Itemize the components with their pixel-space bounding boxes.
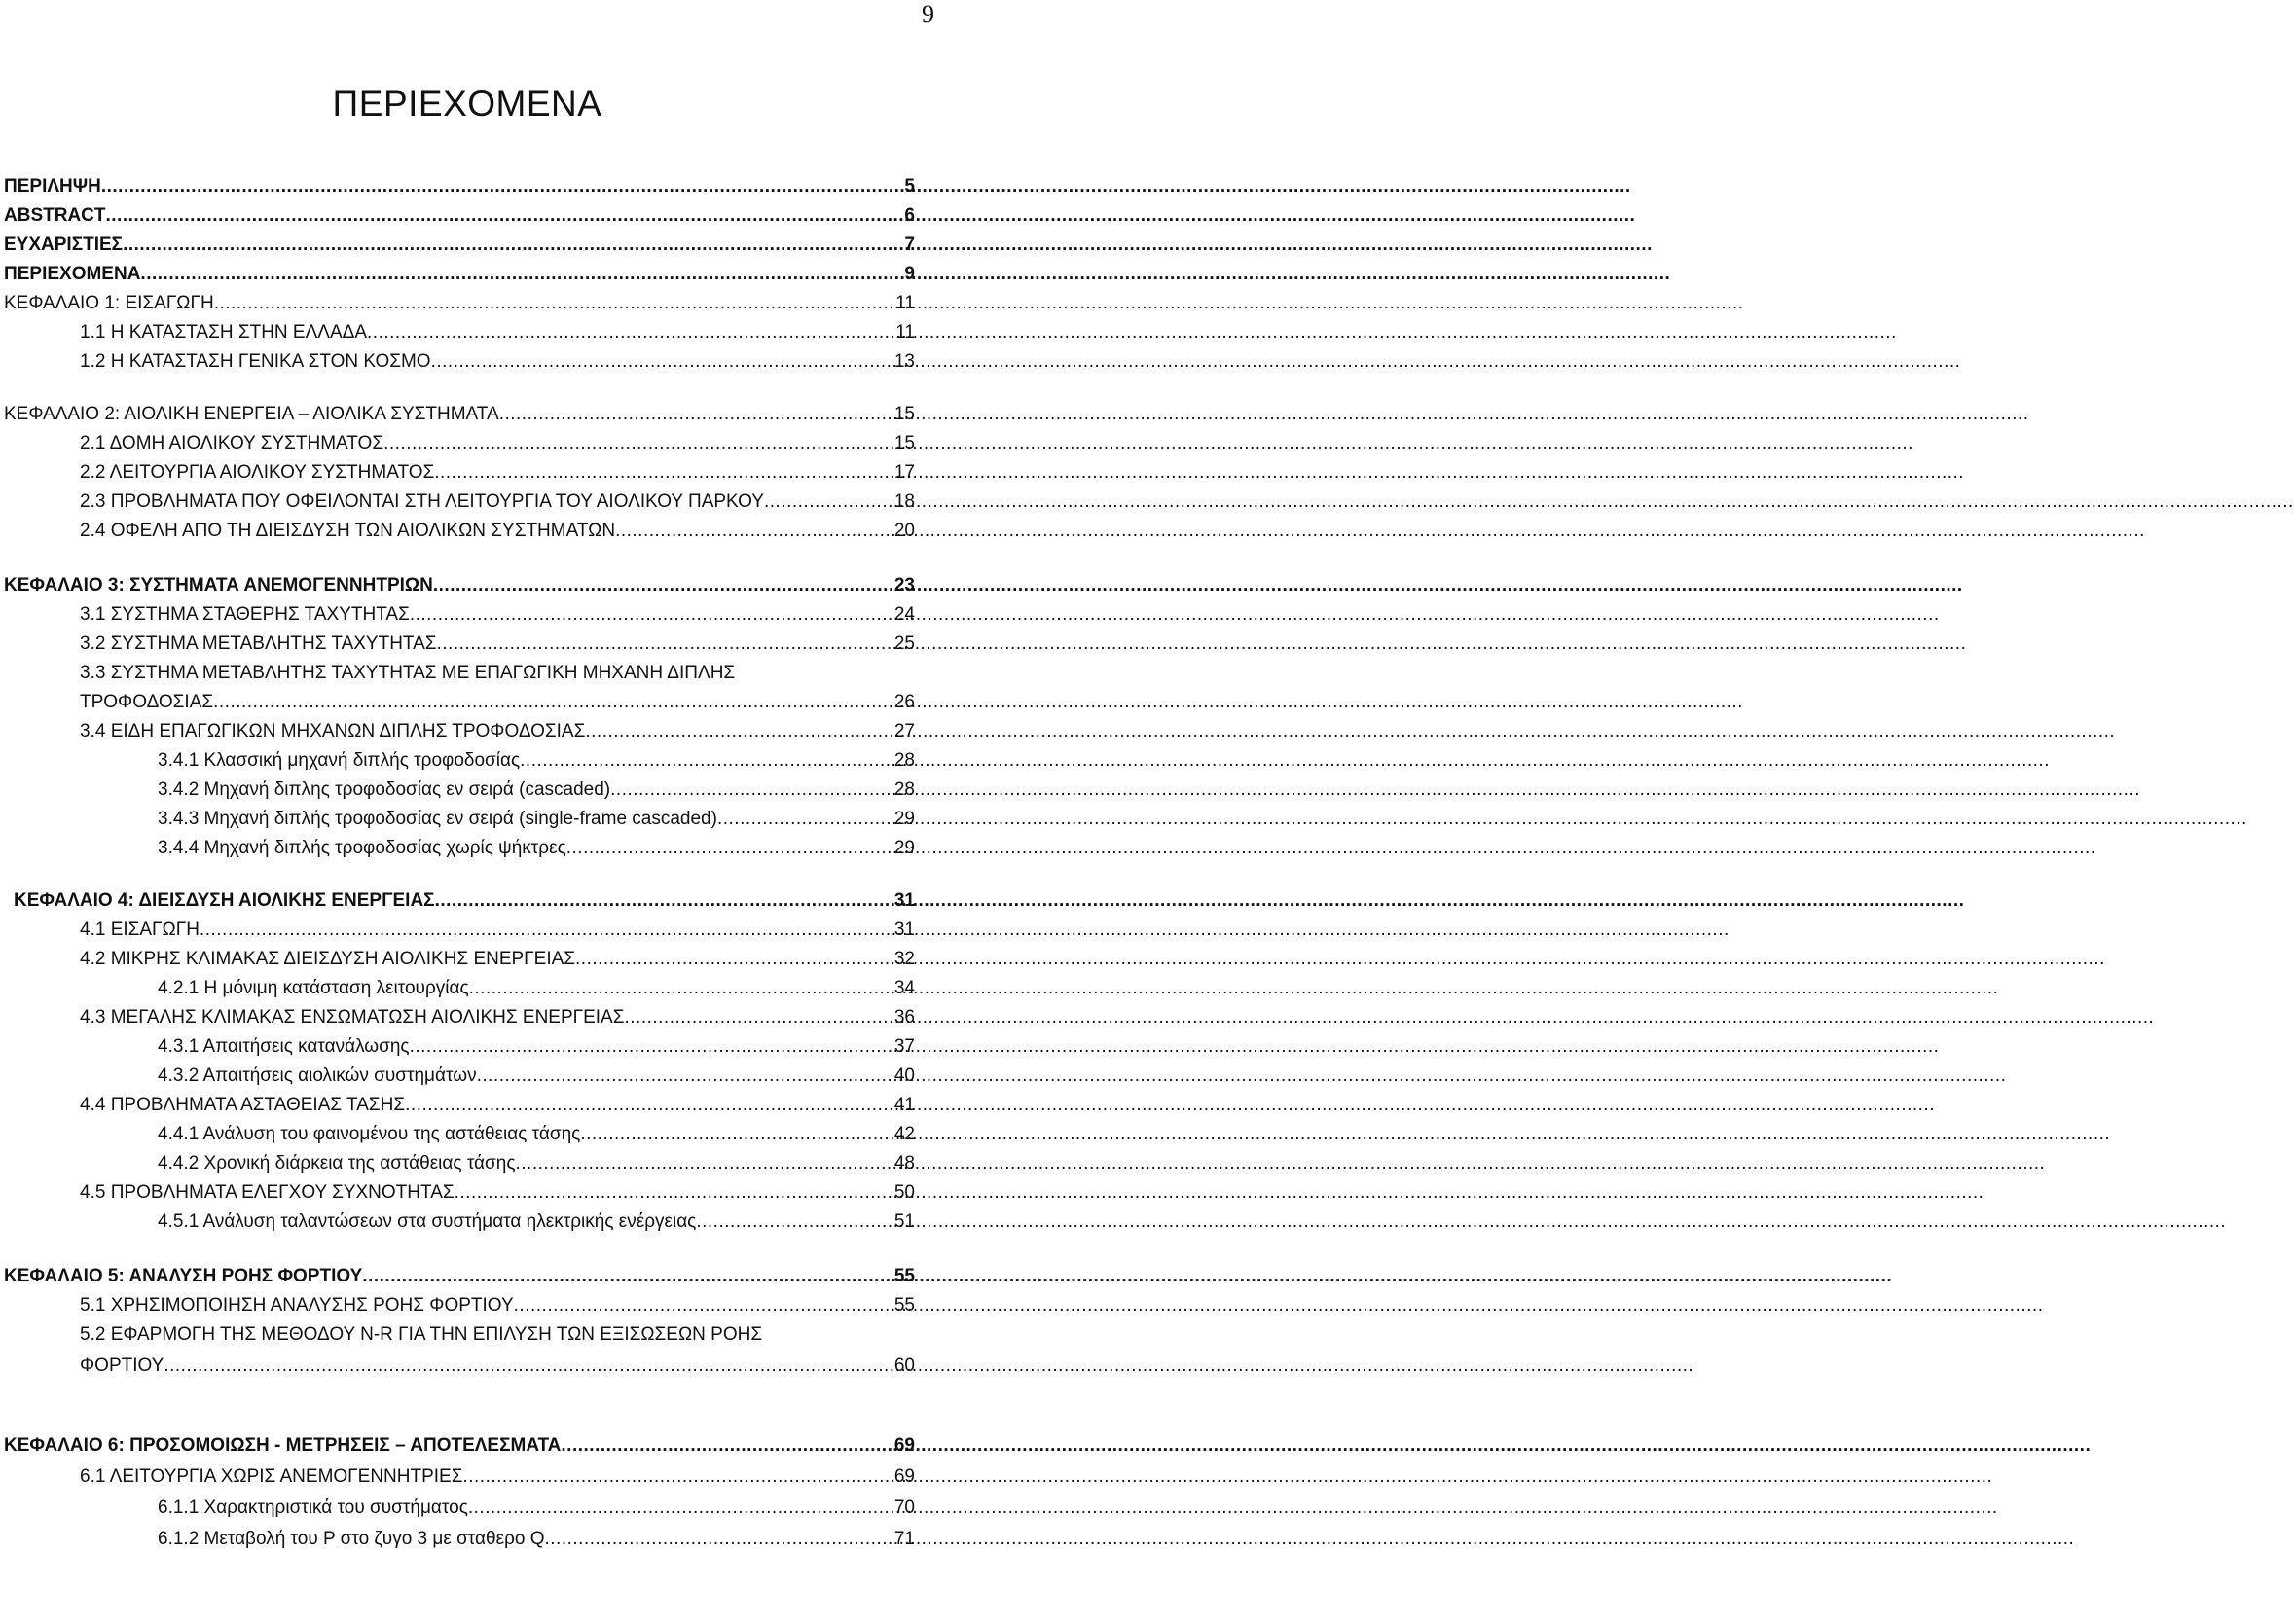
- dot-leader: [580, 1123, 889, 1146]
- toc-entry-page: 7: [904, 235, 915, 255]
- toc-entry-page: 41: [893, 1095, 915, 1115]
- toc-entry-text-continued: ΤΡΟΦΟΔΟΣΙΑΣ: [80, 692, 214, 712]
- toc-entry-6-1[interactable]: [80, 1465, 915, 1489]
- dot-leader: [367, 321, 890, 344]
- toc-entry-3-1[interactable]: [80, 603, 915, 627]
- table-of-contents: [0, 0, 934, 1624]
- toc-entry-contents[interactable]: [4, 263, 915, 286]
- dot-leader: [140, 263, 898, 286]
- toc-entry-text: 3.4.3 Μηχανή διπλής τροφοδοσίας εν σειρά (single-frame cascaded): [158, 809, 717, 829]
- dot-leader: [468, 1497, 889, 1520]
- dot-leader: [431, 350, 889, 374]
- toc-entry-2-3[interactable]: [80, 490, 915, 514]
- dot-leader: [164, 1354, 889, 1378]
- toc-entry-text: 6.1 ΛΕΙΤΟΥΡΓΙΑ ΧΩΡΙΣ ΑΝΕΜΟΓΕΝΝΗΤΡΙΕΣ: [80, 1466, 463, 1487]
- page-title: ΠΕΡΙΕΧΟΜΕΝΑ: [332, 84, 602, 124]
- toc-entry-4-3[interactable]: [80, 1006, 915, 1029]
- dot-leader: [106, 204, 899, 228]
- toc-entry-4-4[interactable]: [80, 1094, 915, 1117]
- toc-entry-text: 6.1.2 Μεταβολή του P στο ζυγο 3 με σταθερο Q: [158, 1529, 545, 1549]
- toc-entry-page: 50: [893, 1182, 915, 1203]
- toc-entry-chapter-2[interactable]: [4, 403, 915, 426]
- toc-entry-text: ΚΕΦΑΛΑΙΟ 4: ΔΙΕΙΣΔΥΣΗ ΑΙΟΛΙΚΗΣ ΕΝΕΡΓΕΙΑΣ: [14, 890, 435, 911]
- toc-entry-page: 36: [893, 1007, 915, 1028]
- toc-entry-text: 2.1 ΔΟΜΗ ΑΙΟΛΙΚΟΥ ΣΥΣΤΗΜΑΤΟΣ: [80, 433, 384, 453]
- toc-entry-page: 31: [893, 890, 915, 911]
- toc-entry-page: 17: [893, 462, 915, 483]
- toc-entry-4-2[interactable]: [80, 948, 915, 971]
- toc-entry-text: 4.5 ΠΡΟΒΛΗΜΑΤΑ ΕΛΕΓΧΟΥ ΣΥΧΝΟΤΗΤΑΣ: [80, 1182, 455, 1203]
- dot-leader: [516, 1152, 889, 1175]
- toc-entry-page: 28: [893, 779, 915, 800]
- toc-entry-4-3-1[interactable]: [158, 1035, 915, 1059]
- toc-entry-text: 3.4.1 Κλασσική μηχανή διπλής τροφοδοσίας: [158, 750, 521, 771]
- toc-entry-page: 27: [893, 721, 915, 741]
- toc-entry-acknowledgements[interactable]: [4, 234, 915, 257]
- toc-entry-page: 23: [893, 575, 915, 595]
- dot-leader: [455, 1181, 889, 1205]
- dot-leader: [477, 1065, 889, 1088]
- toc-entry-4-2-1[interactable]: [158, 977, 915, 1000]
- toc-entry-text: ΚΕΦΑΛΑΙΟ 2: ΑΙΟΛΙΚΗ ΕΝΕΡΓΕΙΑ – ΑΙΟΛΙΚΑ ΣΥΣΤΗΜΑΤΑ: [4, 404, 499, 424]
- dot-leader: [123, 234, 898, 257]
- toc-entry-text: ABSTRACT: [4, 205, 106, 226]
- toc-entry-6-1-2[interactable]: [158, 1528, 915, 1551]
- toc-entry-4-5-1[interactable]: [158, 1210, 915, 1234]
- toc-entry-text: 4.5.1 Ανάλυση ταλαντώσεων στα συστήματα ηλεκτρικής ενέργειας: [158, 1211, 697, 1232]
- toc-entry-3-2[interactable]: [80, 632, 915, 656]
- toc-entry-2-2[interactable]: [80, 461, 915, 485]
- toc-entry-page: 31: [893, 920, 915, 940]
- toc-entry-text: 5.1 ΧΡΗΣΙΜΟΠΟΙΗΣΗ ΑΝΑΛΥΣΗΣ ΡΟΗΣ ΦΟΡΤΙΟΥ: [80, 1295, 514, 1316]
- toc-entry-3-4-4[interactable]: [158, 837, 915, 860]
- toc-entry-page: 70: [893, 1498, 915, 1518]
- toc-entry-text: 4.3 ΜΕΓΑΛΗΣ ΚΛΙΜΑΚΑΣ ΕΝΣΩΜΑΤΩΣΗ ΑΙΟΛΙΚΗΣ ΕΝΕΡΓΕΙΑΣ: [80, 1007, 625, 1028]
- toc-entry-page: 37: [893, 1036, 915, 1057]
- toc-entry-page: 5: [904, 176, 915, 197]
- dot-leader: [101, 175, 899, 198]
- toc-entry-abstract-gr[interactable]: [4, 175, 915, 198]
- toc-entry-text-continued: ΦΟΡΤΙΟΥ: [80, 1355, 164, 1376]
- toc-entry-page: 28: [893, 750, 915, 771]
- toc-entry-page: 55: [893, 1295, 915, 1316]
- toc-entry-text: ΚΕΦΑΛΑΙΟ 1: ΕΙΣΑΓΩΓΗ: [4, 293, 214, 313]
- toc-entry-page: 25: [893, 633, 915, 654]
- dot-leader: [213, 691, 889, 714]
- toc-entry-chapter-5[interactable]: [4, 1265, 915, 1288]
- toc-entry-chapter-4[interactable]: [14, 889, 915, 913]
- toc-entry-text: 3.4 ΕΙΔΗ ΕΠΑΓΩΓΙΚΩΝ ΜΗΧΑΝΩΝ ΔΙΠΛΗΣ ΤΡΟΦΟΔΟΣΙΑΣ: [80, 721, 586, 741]
- toc-entry-chapter-3[interactable]: [4, 574, 915, 597]
- toc-entry-page: 6: [904, 205, 915, 226]
- toc-entry-3-4[interactable]: [80, 720, 915, 743]
- toc-entry-text: 4.2.1 Η μόνιμη κατάσταση λειτουργίας: [158, 978, 469, 998]
- toc-entry-page: 29: [893, 809, 915, 829]
- toc-entry-page: 24: [893, 604, 915, 625]
- toc-entry-5-1[interactable]: [80, 1294, 915, 1317]
- toc-entry-page: 48: [893, 1153, 915, 1173]
- toc-entry-6-1-1[interactable]: [158, 1497, 915, 1520]
- toc-entry-text: 3.1 ΣΥΣΤΗΜΑ ΣΤΑΘΕΡΗΣ ΤΑΧΥΤΗΤΑΣ: [80, 604, 410, 625]
- toc-entry-text: 4.4.2 Χρονική διάρκεια της αστάθειας τάσης: [158, 1153, 516, 1173]
- toc-entry-4-3-2[interactable]: [158, 1065, 915, 1088]
- toc-entry-page: 60: [893, 1355, 915, 1376]
- toc-entry-text: 4.3.1 Απαιτήσεις κατανάλωσης: [158, 1036, 410, 1057]
- dot-leader: [383, 432, 889, 455]
- toc-entry-text: 3.3 ΣΥΣΤΗΜΑ ΜΕΤΑΒΛΗΤΗΣ ΤΑΧΥΤΗΤΑΣ ΜΕ ΕΠΑΓΩΓΙΚΗ ΜΗΧΑΝΗ ΔΙΠΛΗΣ: [80, 663, 736, 683]
- toc-entry-chapter-1[interactable]: [4, 292, 915, 315]
- dot-leader: [462, 1465, 888, 1489]
- toc-entry-text: 1.2 Η ΚΑΤΑΣΤΑΣΗ ΓΕΝΙΚΑ ΣΤΟΝ ΚΟΣΜΟ: [80, 351, 431, 372]
- toc-entry-5-2[interactable]: [80, 1323, 915, 1378]
- toc-entry-page: 51: [893, 1211, 915, 1232]
- dot-leader: [575, 948, 889, 971]
- toc-entry-1-1[interactable]: [80, 321, 915, 344]
- dot-leader: [410, 1035, 889, 1059]
- toc-entry-text: 3.2 ΣΥΣΤΗΜΑ ΜΕΤΑΒΛΗΤΗΣ ΤΑΧΥΤΗΤΑΣ: [80, 633, 437, 654]
- toc-entry-page: 20: [893, 521, 915, 541]
- page-number: 9: [922, 0, 934, 28]
- toc-entry-page: 13: [893, 351, 915, 372]
- dot-leader: [545, 1528, 889, 1551]
- toc-entry-4-4-1[interactable]: [158, 1123, 915, 1146]
- toc-entry-page: 26: [893, 692, 915, 712]
- dot-leader: [615, 520, 889, 543]
- dot-leader: [566, 837, 889, 860]
- toc-entry-text: 4.4.1 Ανάλυση του φαινομένου της αστάθειας τάσης: [158, 1124, 581, 1144]
- toc-entry-page: 15: [893, 433, 915, 453]
- dot-leader: [717, 808, 889, 831]
- toc-entry-2-1[interactable]: [80, 432, 915, 455]
- dot-leader: [624, 1006, 888, 1029]
- toc-entry-page: 69: [893, 1435, 915, 1456]
- dot-leader: [514, 1294, 889, 1317]
- toc-entry-page: 29: [893, 838, 915, 858]
- toc-entry-4-5[interactable]: [80, 1181, 915, 1205]
- dot-leader: [764, 490, 889, 514]
- toc-entry-text: ΚΕΦΑΛΑΙΟ 6: ΠΡΟΣΟΜΟΙΩΣΗ - ΜΕΤΡΗΣΕΙΣ – ΑΠΟΤΕΛΕΣΜΑΤΑ: [4, 1435, 562, 1456]
- toc-entry-text: 3.4.4 Μηχανή διπλής τροφοδοσίας χωρίς ψήκτρες: [158, 838, 566, 858]
- toc-entry-page: 69: [893, 1466, 915, 1487]
- toc-entry-text: 2.3 ΠΡΟΒΛΗΜΑΤΑ ΠΟΥ ΟΦΕΙΛΟΝΤΑΙ ΣΤΗ ΛΕΙΤΟΥΡΓΙΑ ΤΟΥ ΑΙΟΛΙΚΟΥ ΠΑΡΚΟΥ: [80, 491, 764, 512]
- toc-entry-2-4[interactable]: [80, 520, 915, 543]
- toc-entry-text: ΕΥΧΑΡΙΣΤΙΕΣ: [4, 235, 124, 255]
- dot-leader: [520, 749, 889, 773]
- toc-entry-3-4-3[interactable]: [158, 808, 915, 831]
- toc-entry-page: 11: [895, 322, 915, 343]
- dot-leader: [214, 292, 891, 315]
- toc-entry-page: 40: [893, 1065, 915, 1086]
- dot-leader: [696, 1210, 889, 1234]
- toc-entry-text: 3.4.2 Μηχανή διπλης τροφοδοσίας εν σειρά (cascaded): [158, 779, 611, 800]
- toc-entry-1-2[interactable]: [80, 350, 915, 374]
- toc-entry-text: ΠΕΡΙΛΗΨΗ: [4, 176, 101, 197]
- toc-entry-text: ΚΕΦΑΛΑΙΟ 5: ΑΝΑΛΥΣΗ ΡΟΗΣ ΦΟΡΤΙΟΥ: [4, 1266, 363, 1286]
- toc-entry-chapter-6[interactable]: [4, 1434, 915, 1458]
- toc-entry-4-4-2[interactable]: [158, 1152, 915, 1175]
- toc-entry-text: 1.1 Η ΚΑΤΑΣΤΑΣΗ ΣΤΗΝ ΕΛΛΑΔΑ: [80, 322, 368, 343]
- toc-entry-page: 34: [893, 978, 915, 998]
- toc-entry-page: 18: [893, 491, 915, 512]
- toc-entry-page: 15: [893, 404, 915, 424]
- toc-entry-text: ΠΕΡΙΕΧΟΜΕΝΑ: [4, 264, 141, 284]
- dot-leader: [433, 574, 889, 597]
- toc-entry-3-3[interactable]: [80, 662, 915, 714]
- dot-leader: [405, 1094, 889, 1117]
- dot-leader: [437, 632, 889, 656]
- toc-entry-text: 2.4 ΟΦΕΛΗ ΑΠΟ ΤΗ ΔΙΕΙΣΔΥΣΗ ΤΩΝ ΑΙΟΛΙΚΩΝ ΣΥΣΤΗΜΑΤΩΝ: [80, 521, 616, 541]
- toc-entry-text: 2.2 ΛΕΙΤΟΥΡΓΙΑ ΑΙΟΛΙΚΟΥ ΣΥΣΤΗΜΑΤΟΣ: [80, 462, 435, 483]
- toc-entry-text: 5.2 ΕΦΑΡΜΟΓΗ ΤΗΣ ΜΕΘΟΔΟΥ N-R ΓΙΑ ΤΗΝ ΕΠΙΛΥΣΗ ΤΩΝ ΕΞΙΣΩΣΕΩΝ ΡΟΗΣ: [80, 1324, 763, 1345]
- dot-leader: [469, 977, 889, 1000]
- toc-entry-page: 42: [893, 1124, 915, 1144]
- dot-leader: [610, 778, 889, 802]
- toc-entry-text: 4.4 ΠΡΟΒΛΗΜΑΤΑ ΑΣΤΑΘΕΙΑΣ ΤΑΣΗΣ: [80, 1095, 406, 1115]
- dot-leader: [435, 889, 889, 913]
- toc-entry-4-1[interactable]: [80, 919, 915, 942]
- dot-leader: [585, 720, 889, 743]
- dot-leader: [200, 919, 889, 942]
- dot-leader: [362, 1265, 889, 1288]
- toc-entry-page: 71: [893, 1529, 915, 1549]
- toc-entry-abstract[interactable]: [4, 204, 915, 228]
- toc-entry-text: 4.3.2 Απαιτήσεις αιολικών συστημάτων: [158, 1065, 477, 1086]
- toc-entry-text: 4.2 ΜΙΚΡΗΣ ΚΛΙΜΑΚΑΣ ΔΙΕΙΣΔΥΣΗ ΑΙΟΛΙΚΗΣ ΕΝΕΡΓΕΙΑΣ: [80, 949, 576, 969]
- toc-entry-text: 6.1.1 Χαρακτηριστικά του συστήματος: [158, 1498, 468, 1518]
- toc-entry-page: 32: [893, 949, 915, 969]
- dot-leader: [499, 403, 889, 426]
- dot-leader: [561, 1434, 888, 1458]
- toc-entry-page: 9: [904, 264, 915, 284]
- toc-entry-page: 11: [895, 293, 915, 313]
- toc-entry-text: ΚΕΦΑΛΑΙΟ 3: ΣΥΣΤΗΜΑΤΑ ΑΝΕΜΟΓΕΝΝΗΤΡΙΩΝ: [4, 575, 433, 595]
- toc-entry-3-4-2[interactable]: [158, 778, 915, 802]
- toc-entry-text: 4.1 ΕΙΣΑΓΩΓΗ: [80, 920, 200, 940]
- dot-leader: [434, 461, 889, 485]
- toc-entry-3-4-1[interactable]: [158, 749, 915, 773]
- dot-leader: [410, 603, 889, 627]
- toc-entry-page: 55: [893, 1266, 915, 1286]
